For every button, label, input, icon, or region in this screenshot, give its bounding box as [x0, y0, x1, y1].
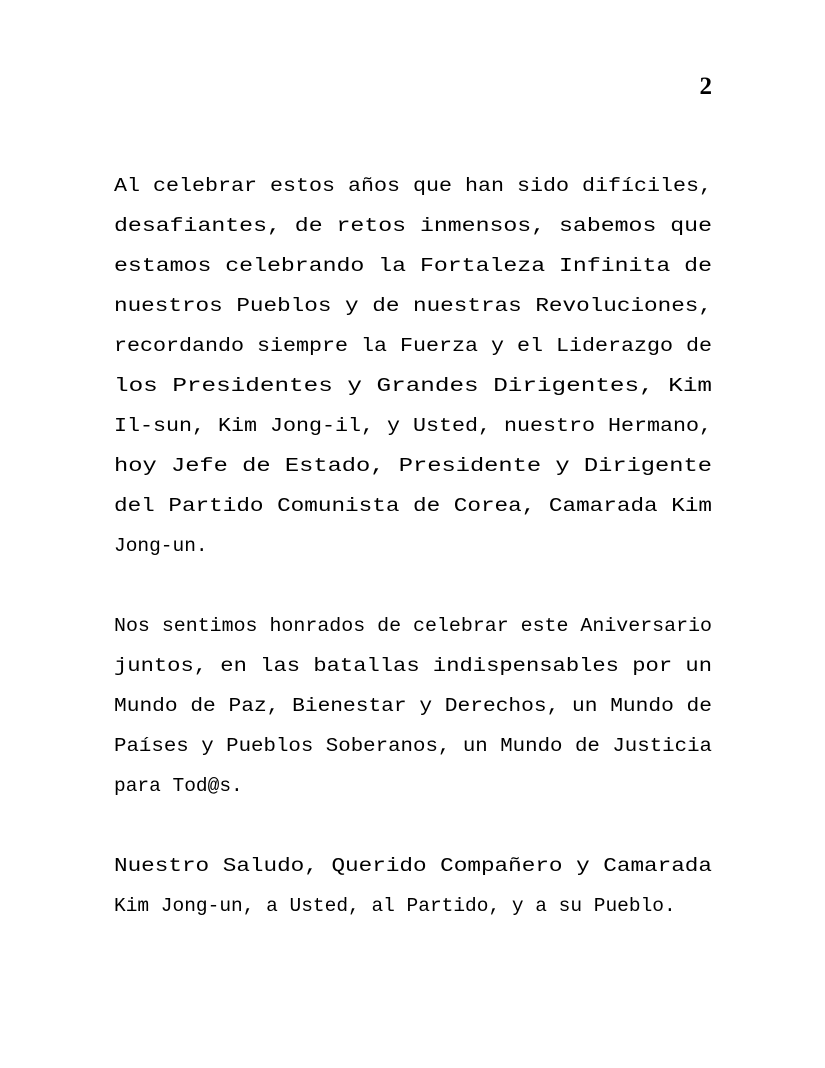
text-line-content: juntos, en las batallas indispensables por un — [114, 655, 712, 677]
page-number: 2 — [699, 73, 712, 100]
text-line — [114, 726, 712, 766]
text-line-content: estamos celebrando la Fortaleza Infinita de — [114, 255, 712, 277]
paragraph-3 — [114, 846, 712, 926]
text-line — [114, 206, 712, 246]
text-line-content: Países y Pueblos Soberanos, un Mundo de Justicia — [114, 735, 712, 757]
text-line-content: Mundo de Paz, Bienestar y Derechos, un Mundo de — [114, 695, 712, 717]
text-line-content: Jong-un. — [114, 535, 208, 557]
text-line — [114, 886, 712, 926]
text-line — [114, 646, 712, 686]
text-line — [114, 766, 712, 806]
text-line — [114, 846, 712, 886]
text-line-content: Il-sun, Kim Jong-il, y Usted, nuestro Hermano, — [114, 415, 712, 437]
paragraph-2 — [114, 606, 712, 806]
text-line — [114, 246, 712, 286]
paragraph-1 — [114, 166, 712, 566]
text-line-content: los Presidentes y Grandes Dirigentes, Kim — [114, 375, 712, 397]
text-line — [114, 366, 712, 406]
text-line — [114, 406, 712, 446]
text-line-content: Nos sentimos honrados de celebrar este Aniversario — [114, 615, 712, 637]
text-line-content: Kim Jong-un, a Usted, al Partido, y a su Pueblo. — [114, 895, 676, 917]
text-line-content: para Tod@s. — [114, 775, 243, 797]
text-line — [114, 686, 712, 726]
text-line-content: desafiantes, de retos inmensos, sabemos que — [114, 215, 712, 237]
text-line — [114, 526, 712, 566]
document-body — [114, 166, 712, 926]
text-line-content: Nuestro Saludo, Querido Compañero y Camarada — [114, 855, 712, 877]
text-line — [114, 606, 712, 646]
text-line-content: Al celebrar estos años que han sido difíciles, — [114, 175, 712, 197]
text-line-content: nuestros Pueblos y de nuestras Revoluciones, — [114, 295, 712, 317]
text-line — [114, 326, 712, 366]
text-line-content: hoy Jefe de Estado, Presidente y Dirigente — [114, 455, 712, 477]
text-line-content: del Partido Comunista de Corea, Camarada Kim — [114, 495, 712, 517]
text-line — [114, 286, 712, 326]
text-line — [114, 166, 712, 206]
text-line-content: recordando siempre la Fuerza y el Liderazgo de — [114, 335, 712, 357]
text-line — [114, 486, 712, 526]
text-line — [114, 446, 712, 486]
